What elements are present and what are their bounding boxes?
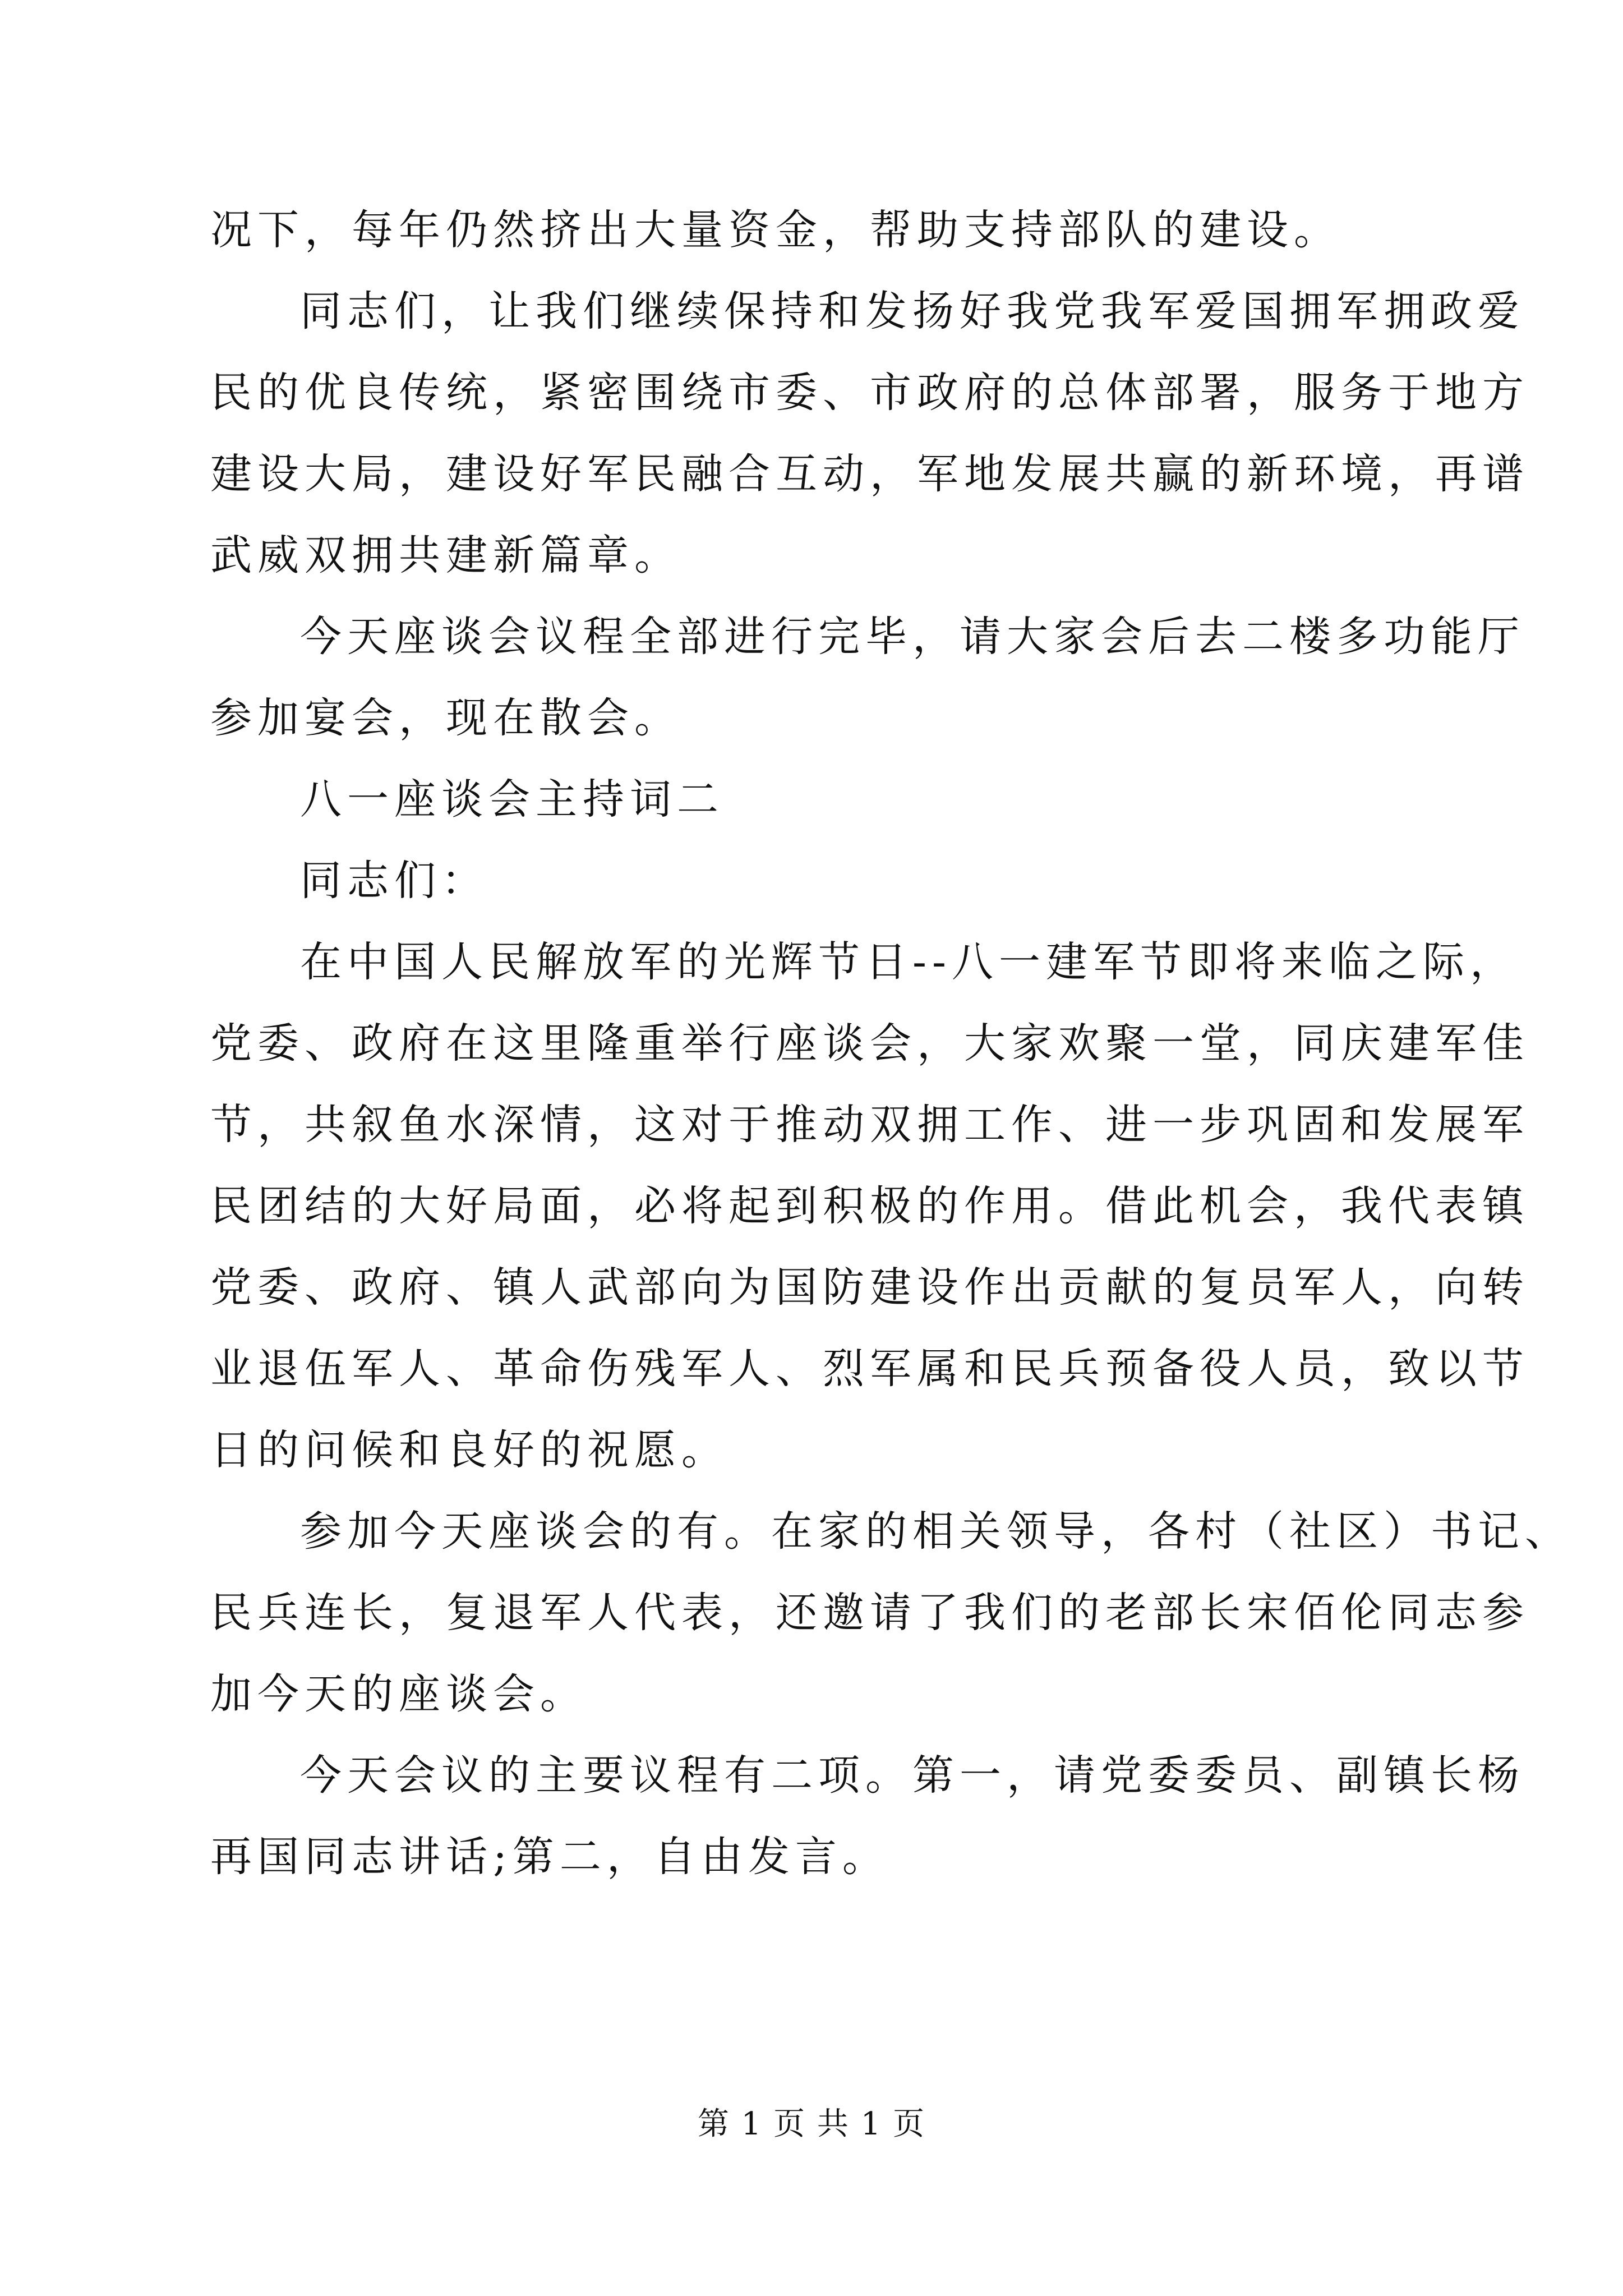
body-line: 今天座谈会议程全部进行完毕，请大家会后去二楼多功能厅	[300, 613, 1525, 661]
body-line: 节，共叙鱼水深情，这对于推动双拥工作、进一步巩固和发展军	[210, 1101, 1529, 1149]
body-line: 在中国人民解放军的光辉节日--八一建军节即将来临之际，	[300, 938, 1518, 986]
body-line: 参加今天座谈会的有。在家的相关领导，各村（社区）书记、	[300, 1507, 1572, 1556]
body-line: 党委、政府在这里隆重举行座谈会，大家欢聚一堂，同庆建军佳	[210, 1019, 1529, 1068]
body-line: 党委、政府、镇人武部向为国防建设作出贡献的复员军人，向转	[210, 1263, 1529, 1312]
body-line: 今天会议的主要议程有二项。第一，请党委委员、副镇长杨	[300, 1751, 1525, 1800]
body-line: 民兵连长，复退军人代表，还邀请了我们的老部长宋佰伦同志参	[210, 1589, 1529, 1637]
body-line: 民团结的大好局面，必将起到积极的作用。借此机会，我代表镇	[210, 1182, 1529, 1230]
body-line: 业退伍军人、革命伤残军人、烈军属和民兵预备役人员，致以节	[210, 1345, 1529, 1393]
body-line: 建设大局，建设好军民融合互动，军地发展共赢的新环境，再谱	[210, 450, 1529, 498]
body-line: 民的优良传统，紧密围绕市委、市政府的总体部署，服务于地方	[210, 369, 1529, 417]
body-line: 况下，每年仍然挤出大量资金，帮助支持部队的建设。	[210, 206, 1341, 254]
body-line: 参加宴会，现在散会。	[210, 694, 681, 742]
salutation-line: 同志们：	[300, 857, 488, 905]
body-line: 武威双拥共建新篇章。	[210, 531, 681, 579]
body-line: 加今天的座谈会。	[210, 1670, 587, 1718]
body-line: 日的问候和良好的祝愿。	[210, 1426, 728, 1474]
page-footer: 第 1 页 共 1 页	[697, 2106, 926, 2142]
body-line: 再国同志讲话;第二，自由发言。	[210, 1833, 889, 1881]
section-heading: 八一座谈会主持词二	[300, 775, 724, 823]
body-line: 同志们，让我们继续保持和发扬好我党我军爱国拥军拥政爱	[300, 287, 1525, 335]
